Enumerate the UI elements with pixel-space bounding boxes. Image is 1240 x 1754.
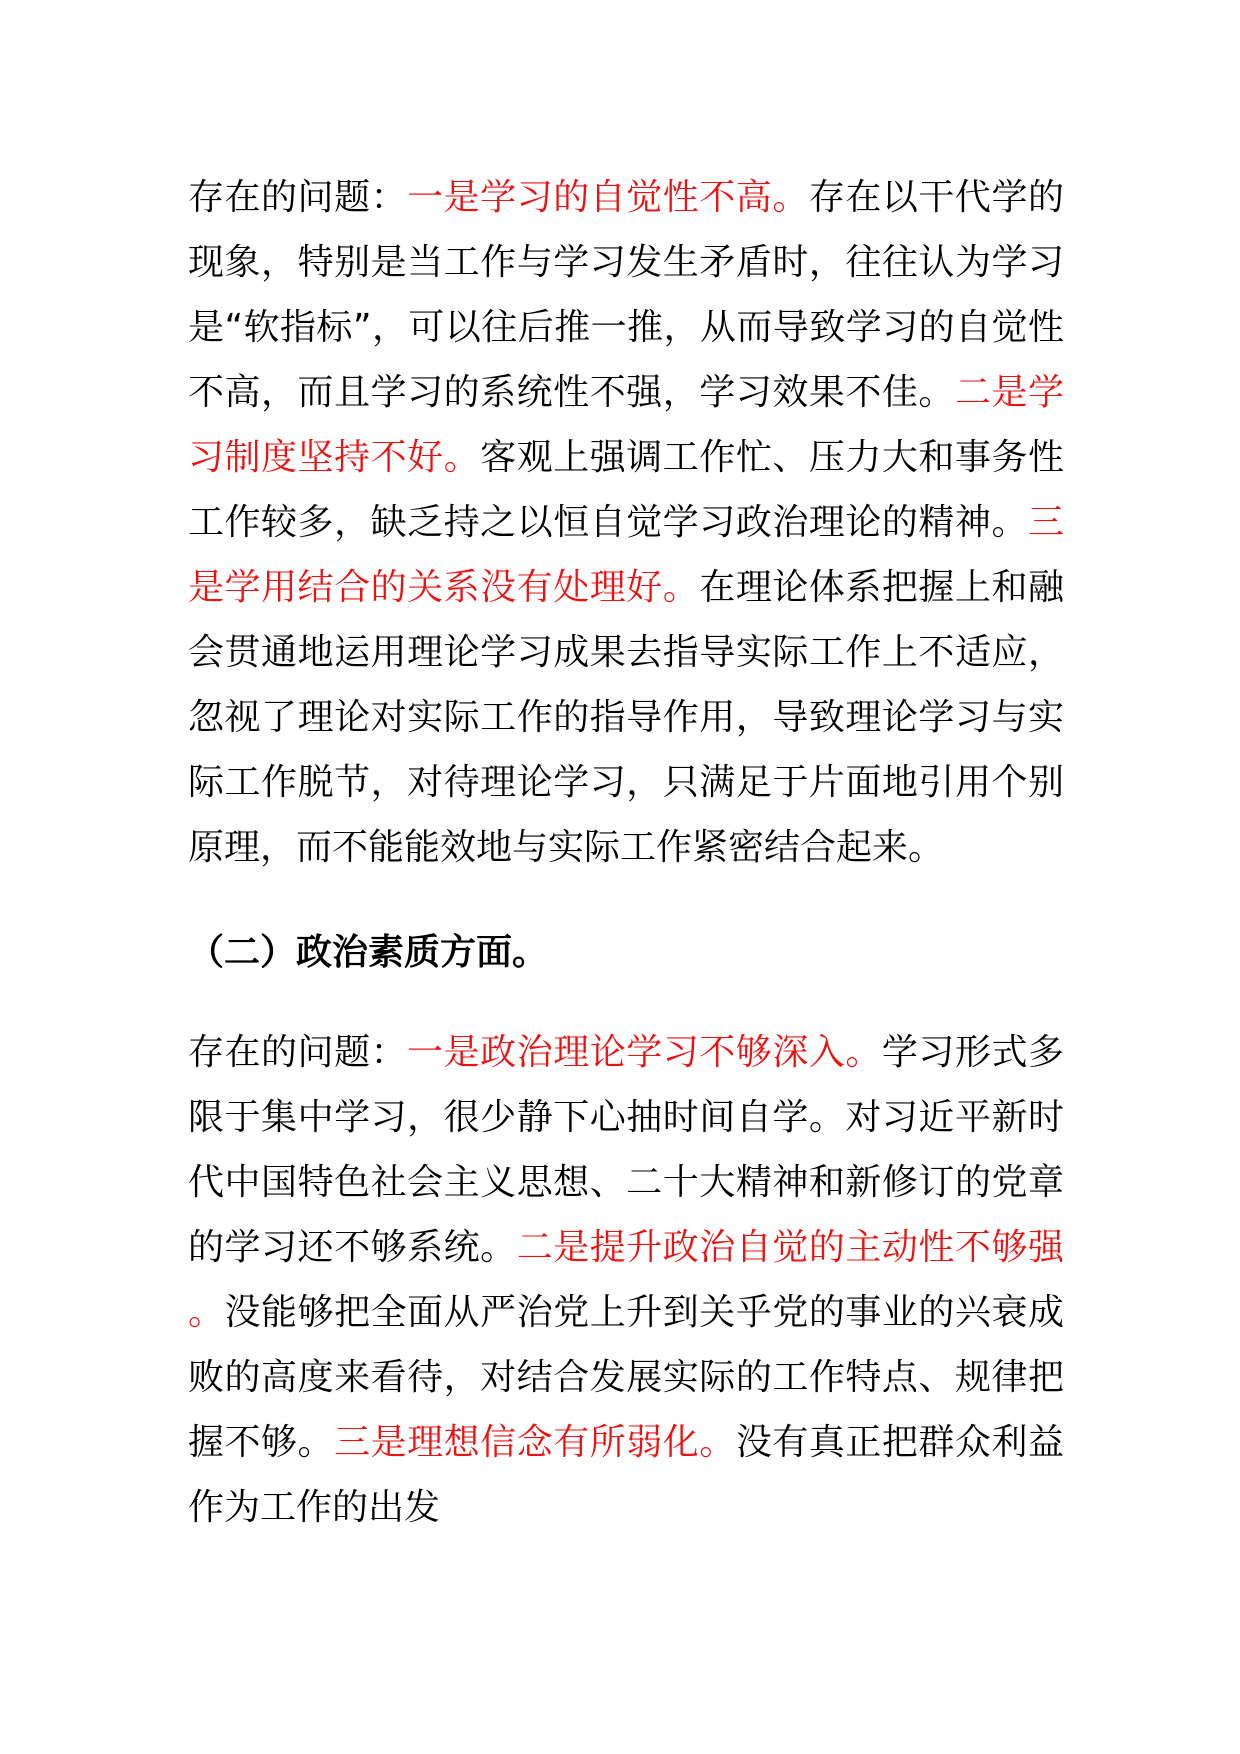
issue-title: 一是学习的自觉性不高。 [407, 177, 809, 218]
paragraph-political-issues [188, 1020, 1064, 1540]
issue-title: 二是提升政治自觉的主动性不够强。 [188, 1227, 1064, 1333]
issue-text: 没能够把全面从严治党上升到关乎党的事业的兴衰成败的高度来看待，对结合发展实际的工作特点、规律把握不够。 [188, 1292, 1064, 1463]
issue-text: 存在以干代学的现象，特别是当工作与学习发生矛盾时，往往认为学习是“软指标”，可以往后推一推，从而导致学习的自觉性不高，而且学习的系统性不强，学习效果不佳。 [188, 177, 1064, 413]
issue-text: 在理论体系把握上和融会贯通地运用理论学习成果去指导实际工作上不适应，忽视了理论对实际工作的指导作用，导致理论学习与实际工作脱节，对待理论学习，只满足于片面地引用个别原理，而不能能效地与实际工作紧密结合起来。 [188, 567, 1064, 868]
issue-title: 三是理想信念有所弱化。 [334, 1422, 736, 1463]
issue-title: 三是学用结合的关系没有处理好。 [188, 502, 1064, 608]
issue-text: 客观上强调工作忙、压力大和事务性工作较多，缺乏持之以恒自觉学习政治理论的精神。 [188, 437, 1064, 543]
issue-text: 没有真正把群众利益作为工作的出发 [188, 1422, 1064, 1528]
issue-title: 一是政治理论学习不够深入。 [407, 1032, 882, 1073]
section-heading-political-quality: （二）政治素质方面。 [188, 932, 549, 973]
issues-label: 存在的问题： [188, 177, 408, 218]
issue-text: 学习形式多限于集中学习，很少静下心抽时间自学。对习近平新时代中国特色社会主义思想、二十大精神和新修订的党章的学习还不够系统。 [188, 1032, 1064, 1268]
issues-label: 存在的问题： [188, 1032, 408, 1073]
paragraph-study-issues [188, 165, 1064, 880]
issue-title: 二是学习制度坚持不好。 [188, 372, 1064, 478]
